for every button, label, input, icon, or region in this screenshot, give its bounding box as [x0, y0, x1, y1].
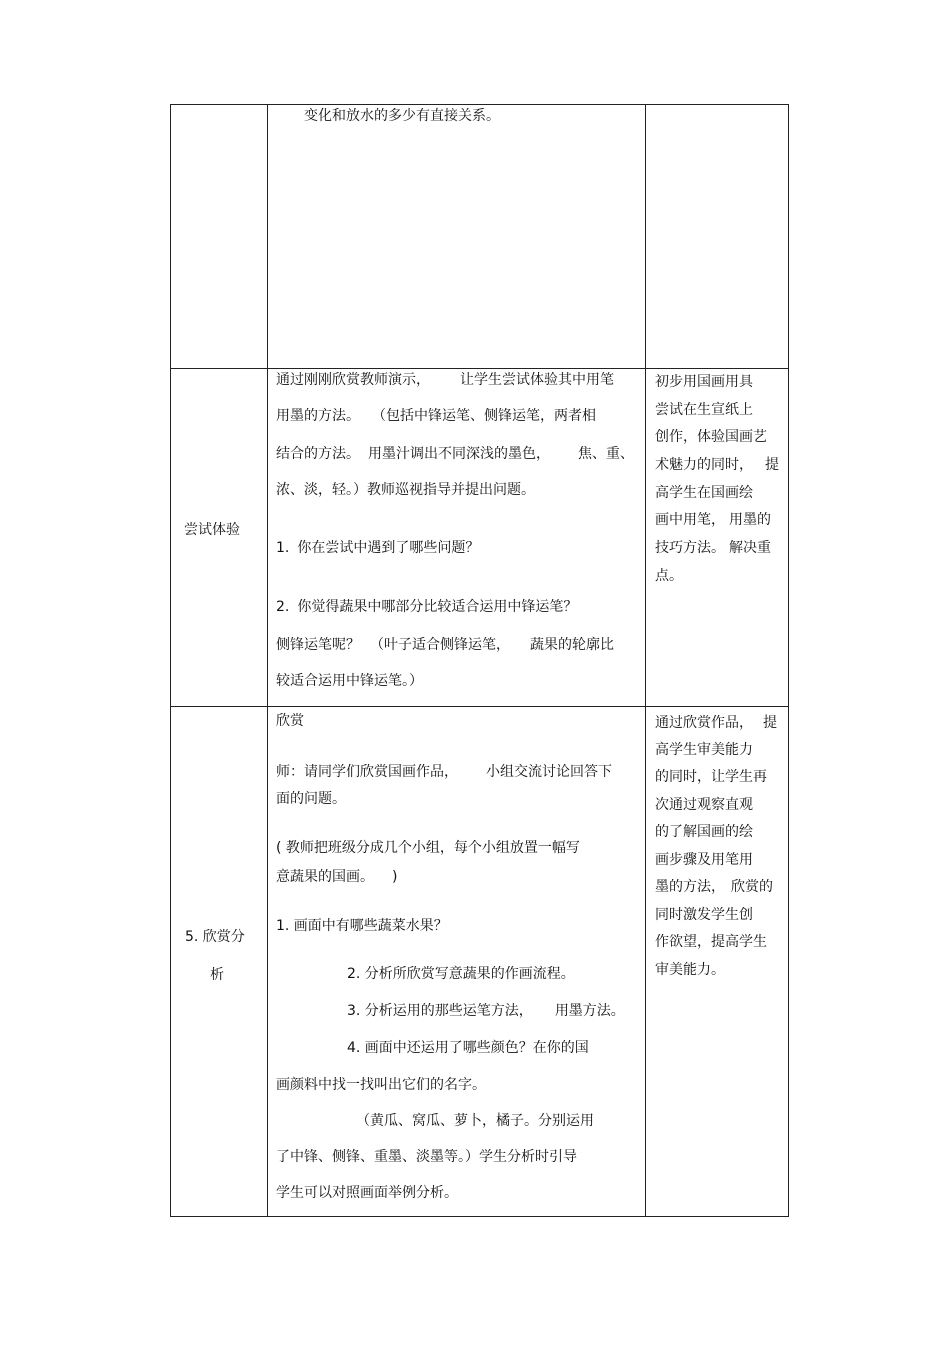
content-line	[276, 868, 397, 886]
content-line: 面的问题。	[276, 791, 346, 807]
text-segment: 画中用笔，	[655, 512, 725, 528]
note-line	[655, 511, 771, 529]
content-line	[347, 1002, 625, 1020]
content-line: 画颜料中找一找叫出它们的名字。	[276, 1077, 486, 1093]
note-line: 审美能力。	[655, 962, 725, 978]
content-line: 欣赏	[276, 713, 304, 729]
text-segment: 解决重	[729, 540, 771, 556]
table-border-bottom	[170, 1216, 789, 1217]
text-segment: 让学生尝试体验其中用笔	[460, 372, 614, 388]
note-line	[655, 714, 777, 732]
content-line: 较适合运用中锋运笔。）	[276, 673, 423, 689]
note-line: 高学生审美能力	[655, 742, 753, 758]
content-line: 4. 画面中还运用了哪些颜色？在你的国	[347, 1040, 589, 1056]
row-label: 5. 欣赏分	[185, 929, 245, 945]
text-segment: 通过刚刚欣赏教师演示，	[276, 372, 430, 388]
note-line	[655, 539, 771, 557]
text-segment: 小组交流讨论回答下	[486, 764, 612, 780]
content-line	[276, 539, 479, 557]
text-segment: 墨的方法，	[655, 879, 725, 895]
content-line: 浓、淡，轻。）教师巡视指导并提出问题。	[276, 482, 535, 498]
note-line: 的同时，让学生再	[655, 769, 767, 785]
content-line: 了中锋、侧锋、重墨、淡墨等。）学生分析时引导	[276, 1149, 577, 1165]
text-segment: 师：请同学们欣赏国画作品，	[276, 764, 458, 780]
text-segment: 意蔬果的国画。	[276, 869, 374, 885]
note-line: 作欲望，提高学生	[655, 934, 767, 950]
note-line: 高学生在国画绘	[655, 485, 753, 501]
text-segment: 用墨的方法。	[276, 408, 360, 424]
content-line	[276, 636, 614, 654]
text-segment: 用墨方法。	[554, 1003, 625, 1019]
text-segment: 通过欣赏作品，	[655, 715, 753, 731]
content-line: （黄瓜、窝瓜、萝卜，橘子。分别运用	[356, 1113, 594, 1129]
note-line: 同时激发学生创	[655, 907, 753, 923]
content-line	[276, 407, 596, 425]
table-border-right	[788, 104, 789, 1217]
text-segment: 提	[763, 715, 777, 731]
table-border-top	[170, 104, 789, 105]
list-number: 1.	[276, 540, 290, 556]
note-line: 的了解国画的绘	[655, 824, 753, 840]
text-segment: 3. 分析运用的那些运笔方法，	[347, 1003, 533, 1019]
text-segment: 术魅力的同时，	[655, 457, 753, 473]
column-divider-1	[267, 104, 268, 1217]
text-segment: （叶子适合侧锋运笔，	[370, 637, 510, 653]
note-line: 尝试在生宣纸上	[655, 402, 753, 418]
text-segment: 焦、重、	[578, 446, 634, 462]
text-segment: 你在尝试中遇到了哪些问题？	[297, 540, 480, 556]
content-line: 学生可以对照画面举例分析。	[276, 1185, 458, 1201]
text-segment: )	[392, 869, 398, 885]
text-segment: 蔬果的轮廓比	[530, 637, 614, 653]
row-label: 析	[210, 967, 224, 983]
note-line: 次通过观察直观	[655, 797, 753, 813]
table-border-left	[170, 104, 171, 1217]
content-line	[276, 598, 577, 616]
content-line	[276, 371, 614, 389]
note-line: 创作，体验国画艺	[655, 429, 767, 445]
text-segment: 你觉得蔬果中哪部分比较适合运用中锋运笔？	[297, 599, 578, 615]
column-divider-2	[645, 104, 646, 1217]
note-line: 点。	[655, 568, 683, 584]
text-segment: 技巧方法。	[655, 540, 725, 556]
note-line: 初步用国画用具	[655, 374, 753, 390]
content-line: 1. 画面中有哪些蔬菜水果？	[276, 918, 448, 934]
content-line	[276, 763, 612, 781]
row-divider-2	[170, 706, 789, 707]
note-line: 画步骤及用笔用	[655, 852, 753, 868]
text-segment: （包括中锋运笔、侧锋运笔，两者相	[372, 408, 596, 424]
note-line	[655, 456, 779, 474]
content-line: 2. 分析所欣赏写意蔬果的作画流程。	[347, 966, 575, 982]
note-line	[655, 878, 773, 896]
text-segment: 结合的方法。	[276, 446, 360, 462]
content-line: ( 教师把班级分成几个小组，每个小组放置一幅写	[276, 840, 580, 856]
row-divider-1	[170, 368, 789, 369]
row-label: 尝试体验	[184, 522, 240, 538]
content-line: 变化和放水的多少有直接关系。	[304, 108, 500, 124]
content-line	[276, 445, 634, 463]
text-segment: 欣赏的	[731, 879, 773, 895]
text-segment: 侧锋运笔呢？	[276, 637, 360, 653]
list-number: 2.	[276, 599, 290, 615]
text-segment: 提	[765, 457, 779, 473]
text-segment: 用墨的	[729, 512, 771, 528]
text-segment: 用墨汁调出不同深浅的墨色，	[368, 446, 550, 462]
